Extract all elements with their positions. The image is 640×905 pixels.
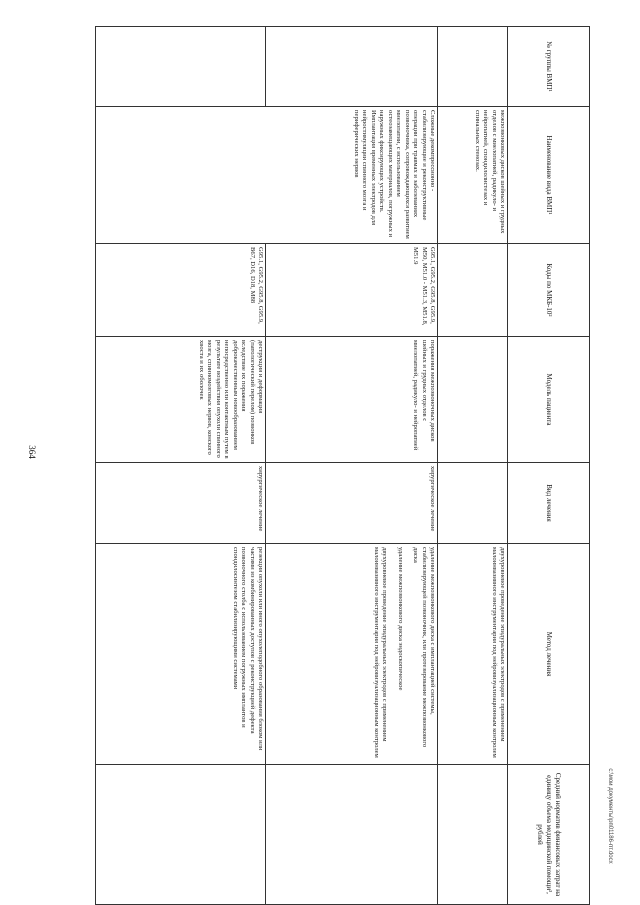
header-treatment-method: Метод лечения — [508, 544, 590, 765]
header-icd-codes: Коды по МКБ-10² — [508, 244, 590, 337]
cell-patient-model: деструкция и деформация (патологический перелом) позвонков вследствие их поражения доброкачественным новообразованием непосредственно или контактным путем в результате воздействия опухоли спинного мозга, спинномозговых нервов, конского хвоста и их оболочек — [96, 337, 266, 463]
header-patient-model: Модель пациента — [508, 337, 590, 463]
cell-group-number — [266, 27, 438, 107]
cell-icd-codes — [438, 244, 508, 337]
page-number: 364 — [27, 445, 37, 459]
cell-treatment-type: хирургическое лечение — [96, 463, 266, 544]
cell-average-cost — [266, 765, 438, 905]
method-entry: удаление межпозвонкового диска с имплантацией системы, стабилизирующей позвоночник, или протезирование межпозвонкового диска — [412, 547, 436, 748]
rotated-table-wrapper — [96, 26, 590, 904]
cell-treatment-method — [438, 544, 508, 765]
cell-treatment-method — [266, 544, 438, 765]
footer-file-path: c:\мои документы\рп01186-пт.docx — [607, 768, 613, 864]
cell-icd-codes: G95.1, G95.2, G95.8, G95.9, M50, M51.0 - M51.3, M51.8, M51.9 — [266, 244, 438, 337]
table-row — [438, 27, 508, 905]
cell-vmp-name: Сложные декомпрессионно - стабилизирующие и реконструктивные операции при травмах и заболеваниях позвоночника, сопровождающихся развитием миелопатии, с использованием остеозамещающих материалов, погружных и наружных фиксирующих устройств. Имплантация временных электродов для нейростимуляции спинного мозга и периферических нервов — [96, 107, 438, 244]
header-group-number: № группы ВМП¹ — [508, 27, 590, 107]
cell-group-number — [96, 27, 266, 107]
cell-vmp-name: межпозвонковых дисков шейных и грудных отделов с миелопатией, радикуло- и нейропатией, спондилолистезах и спинальных стенозах. — [438, 107, 508, 244]
method-entry: резекция опухоли или иного опухолеподобного образования блоком или частями из комбинированных доступов с реконструкцией дефекта позвоночного столба с использованием погружных имплантов и спондилосинтезом стабилизирующими системами — [231, 547, 264, 751]
table-row — [266, 27, 438, 905]
cell-treatment-method — [96, 544, 266, 765]
method-entry: двухуровневое проведение эпидуральных электродов с применением малоинвазивного инструментария под нейровизуализационным контролем — [490, 547, 506, 758]
cell-average-cost — [96, 765, 266, 905]
cell-treatment-type: хирургическое лечение — [266, 463, 438, 544]
cell-patient-model — [438, 337, 508, 463]
cell-patient-model: поражения межпозвоночных дисков шейных и грудных отделов с миелопатией, радикуло- и нейропатией — [266, 337, 438, 463]
header-treatment-type: Вид лечения — [508, 463, 590, 544]
cell-icd-codes: G95.1, G95.2, G95.8, G95.9, B67, D16, D18, M88 — [96, 244, 266, 337]
cell-treatment-type — [438, 463, 508, 544]
cell-average-cost — [438, 765, 508, 905]
table-header-row — [508, 27, 590, 905]
header-average-cost: Средний норматив финансовых затрат на единицу объема медицинской помощи³, рублей — [508, 765, 590, 905]
vmp-table — [95, 26, 590, 905]
cell-group-number — [438, 27, 508, 107]
method-entry: удаление межпозвонкового диска эндоскопическое — [396, 547, 404, 691]
header-vmp-name: Наименование вида ВМП¹ — [508, 107, 590, 244]
method-entry: двухуровневое проведение эпидуральных электродов с применением малоинвазивного инструментария под нейровизуализационным контролем — [372, 547, 389, 758]
